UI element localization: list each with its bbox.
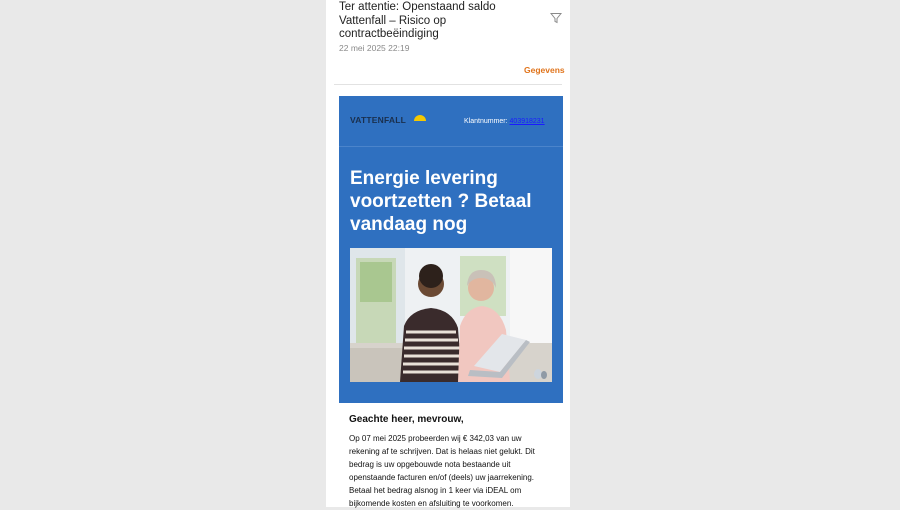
email-date: 22 mei 2025 22:19	[339, 43, 410, 53]
details-link[interactable]: Gegevens	[524, 65, 565, 75]
filter-icon[interactable]	[550, 12, 562, 24]
banner-header	[339, 96, 563, 147]
greeting: Geachte heer, mevrouw,	[349, 414, 464, 425]
email-subject: Ter attentie: Openstaand saldo Vattenfall – Risico op contractbeëindiging	[339, 1, 496, 40]
customer-number-link[interactable]: 403918231	[509, 118, 545, 125]
email-banner	[339, 96, 563, 403]
divider	[334, 84, 562, 85]
brand-logo-text: VATTENFALL	[350, 115, 406, 125]
sun-logo-icon	[414, 113, 426, 121]
banner-headline: Energie levering voortzetten ? Betaal vandaag nog	[350, 168, 532, 235]
customer-number-row	[464, 118, 545, 125]
customer-label: Klantnummer:	[464, 118, 508, 125]
banner-photo	[350, 248, 552, 382]
email-body-text	[349, 414, 554, 510]
body-paragraph: Op 07 mei 2025 probeerden wij € 342,03 van uw rekening af te schrijven. Dat is helaas niet gelukt. Dit bedrag is uw opgebouwde nota bestaande uit openstaande facturen en/of (deels) uw jaarrekening. Betaal het bedrag alsnog in 1 keer via iDEAL om bijkomende kosten en afsluiting te voorkomen.	[349, 434, 535, 508]
